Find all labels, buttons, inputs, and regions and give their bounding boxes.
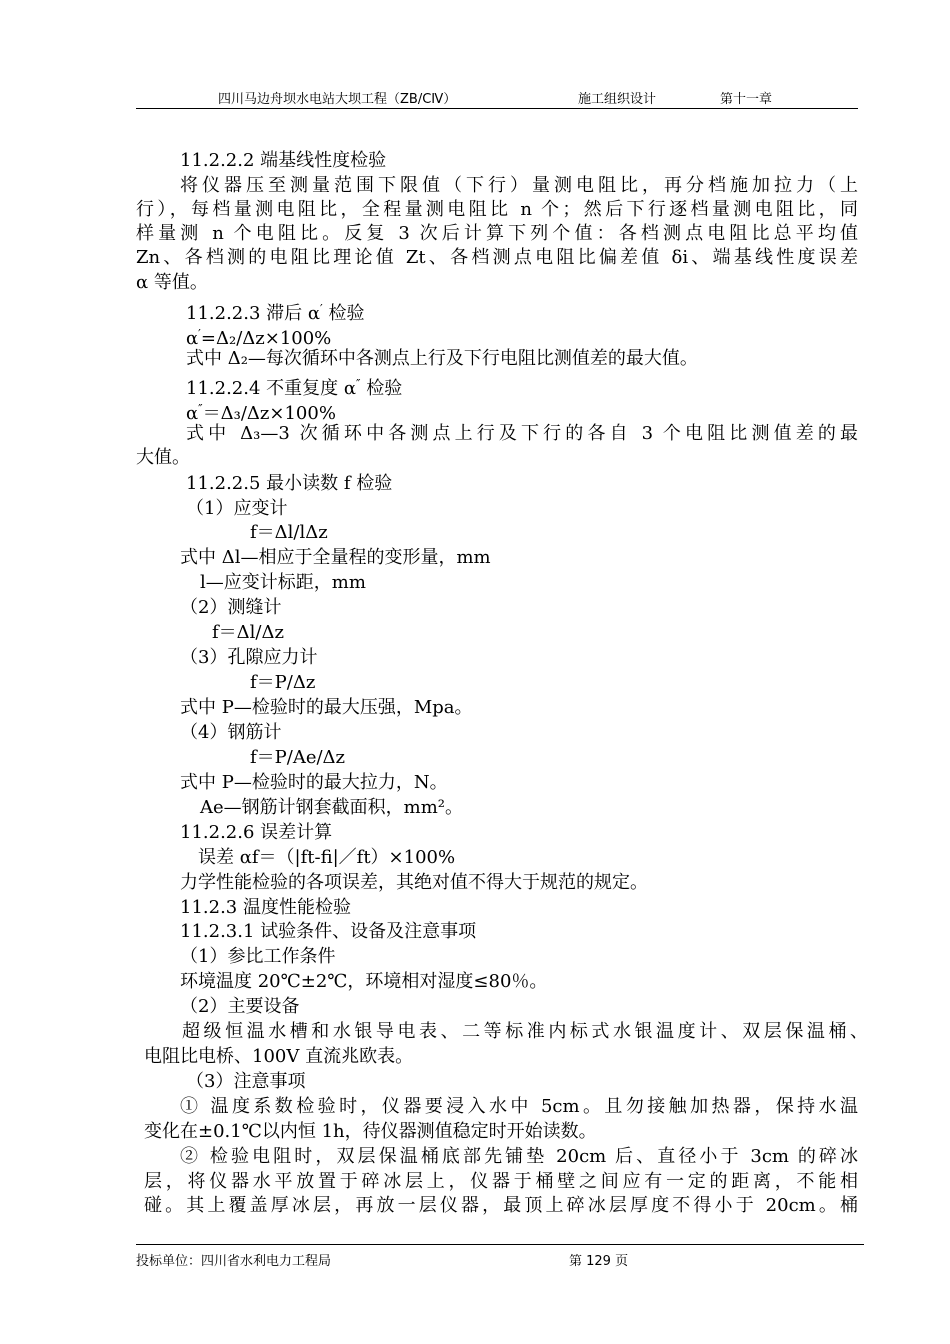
formula: f＝Δl/Δz [212,622,284,643]
header-project: 四川马边舟坝水电站大坝工程（ZB/CⅣ） [218,92,457,107]
header-chapter: 第十一章 [720,92,773,107]
formula-note: 大值。 [136,447,190,468]
footer-rule [136,1244,864,1245]
section-title: 11.2.2.5 最小读数 f 检验 [186,473,393,494]
formula: f＝Δl/lΔz [250,522,328,543]
formula-note: Ae—钢筋计钢套截面积，mm²。 [200,797,464,818]
paragraph-line: α 等值。 [136,272,208,293]
list-item: （4）钢筋计 [180,722,282,743]
formula: 误差 αf＝（|ft-fi|／ft）×100% [198,847,456,868]
paragraph-line: ② 检验电阻时，双层保温桶底部先铺垫 20cm 后、直径小于 3cm 的碎冰 [180,1146,858,1167]
paragraph-line: 样量测 n 个电阻比。反复 3 次后计算下列个值：各档测点电阻比总平均值 [136,223,858,244]
formula: f＝P/Ae/Δz [250,747,346,768]
header-rule [136,108,858,109]
paragraph-line: 环境温度 20℃±2℃，环境相对湿度≤80％。 [180,971,548,992]
formula-note: 式中 Δ₂—每次循环中各测点上行及下行电阻比测值差的最大值。 [186,348,698,369]
formula-note: 式中 Δ₃—3 次循环中各测点上行及下行的各自 3 个电阻比测值差的最 [186,423,858,444]
footer-page-number: 第 129 页 [569,1254,629,1269]
formula-note: 式中 Δl—相应于全量程的变形量，mm [180,547,491,568]
section-title: 11.2.3 温度性能检验 [180,897,351,918]
paragraph-line: 变化在±0.1℃以内恒 1h，待仪器测值稳定时开始读数。 [144,1121,597,1142]
paragraph-line: Zn、各档测的电阻比理论值 Zt、各档测点电阻比偏差值 δi、端基线性度误差 [136,247,858,268]
section-title: 11.2.2.2 端基线性度检验 [180,150,387,171]
list-item: （3）注意事项 [186,1071,306,1092]
paragraph-line: 电阻比电桥、100V 直流兆欧表。 [144,1046,414,1067]
subsection-title: 11.2.3.1 试验条件、设备及注意事项 [180,921,477,942]
list-item: （1）应变计 [186,498,288,519]
formula-note: l—应变计标距，mm [200,572,366,593]
list-item: （2）主要设备 [180,996,300,1017]
paragraph-line: 将仪器压至测量范围下限值（下行）量测电阻比，再分档施加拉力（上 [180,175,858,196]
formula: α″＝Δ₃/Δz×100% [186,402,336,424]
paragraph-line: 碰。其上覆盖厚冰层，再放一层仪器，最顶上碎冰层厚度不得小于 20cm。桶 [144,1195,858,1216]
formula-note: 式中 P—检验时的最大压强，Mpa。 [180,697,473,718]
paragraph-line: ① 温度系数检验时，仪器要浸入水中 5cm。且勿接触加热器，保持水温 [180,1096,858,1117]
formula: α′=Δ₂/Δz×100% [186,327,332,349]
paragraph-line: 层，将仪器水平放置于碎冰层上，仪器于桶壁之间应有一定的距离，不能相 [144,1171,858,1192]
list-item: （3）孔隙应力计 [180,647,318,668]
formula-note: 式中 P—检验时的最大拉力，N。 [180,772,448,793]
section-title: 11.2.2.6 误差计算 [180,822,333,843]
section-title: 11.2.2.4 不重复度 α″ 检验 [186,377,403,399]
section-title: 11.2.2.3 滞后 α′ 检验 [186,302,365,324]
paragraph-line: 超级恒温水槽和水银导电表、二等标准内标式水银温度计、双层保温桶、 [182,1021,868,1042]
formula: f＝P/Δz [250,672,316,693]
footer-bidder: 投标单位：四川省水利电力工程局 [136,1254,332,1269]
header-doc: 施工组织设计 [578,92,657,107]
paragraph-line: 力学性能检验的各项误差，其绝对值不得大于规范的规定。 [180,872,648,893]
paragraph-line: 行），每档量测电阻比，全程量测电阻比 n 个；然后下行逐档量测电阻比，同 [136,199,858,220]
list-item: （2）测缝计 [180,597,282,618]
list-item: （1）参比工作条件 [180,946,336,967]
